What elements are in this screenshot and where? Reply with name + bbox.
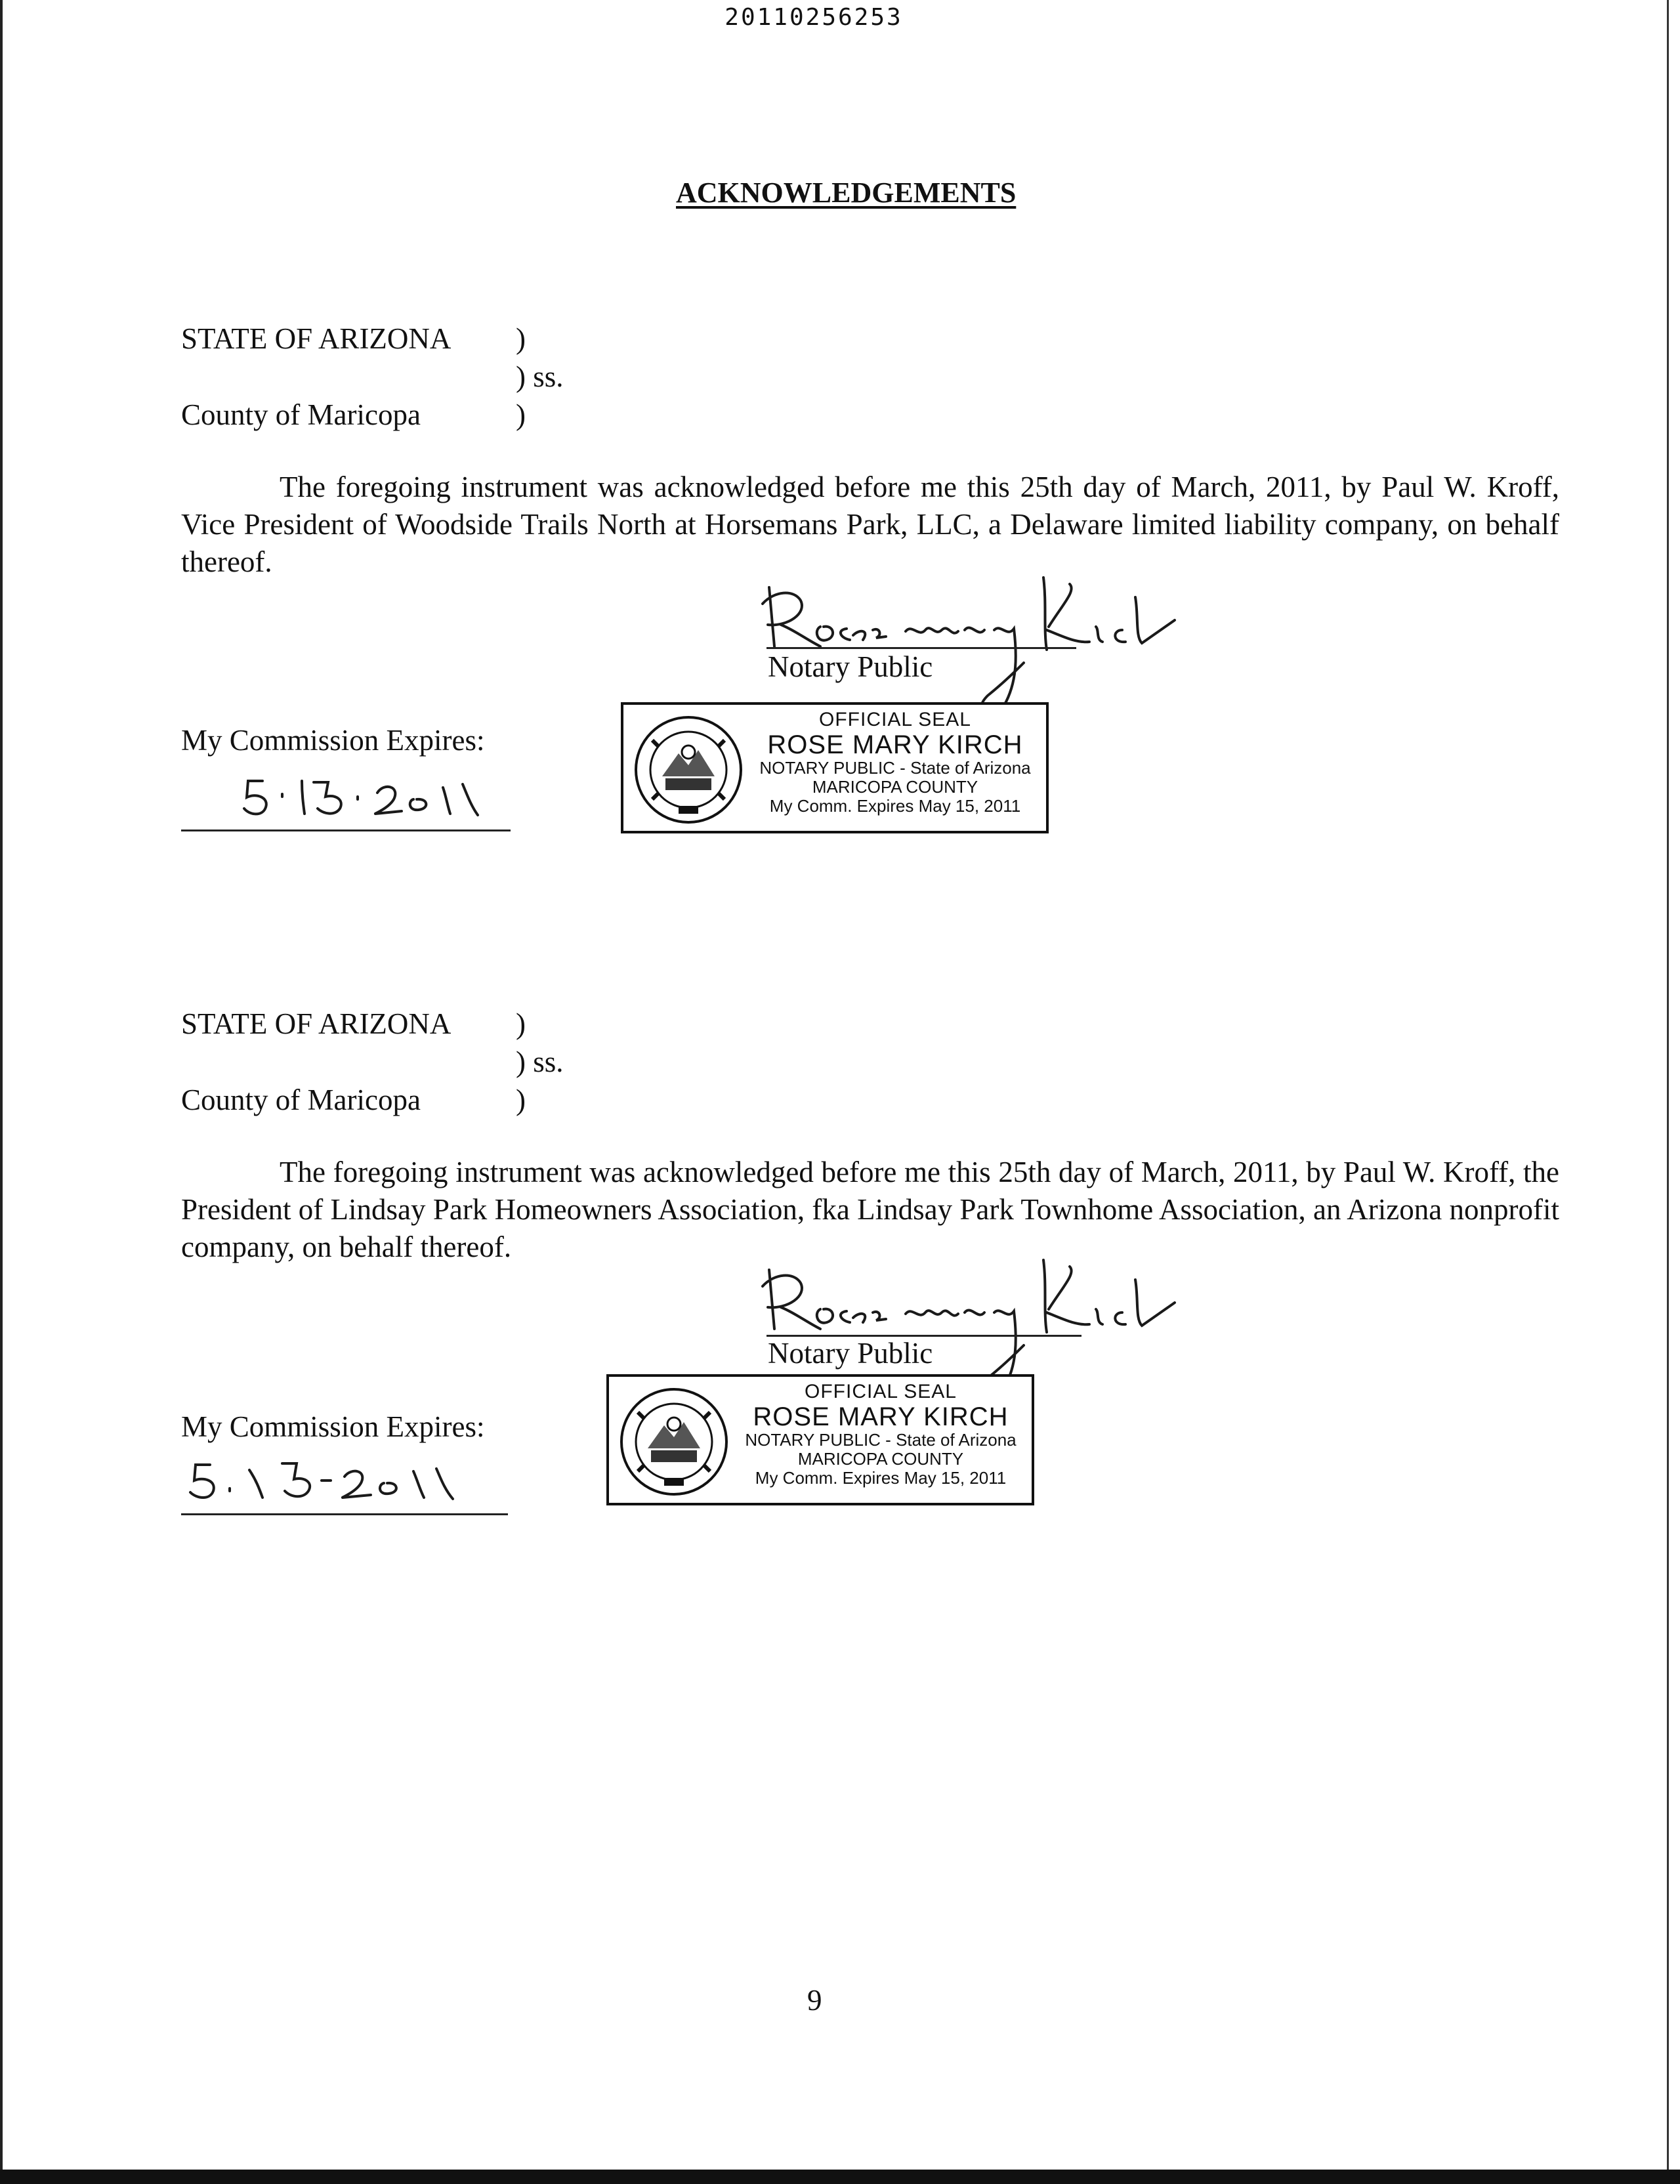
commission-date-line	[181, 830, 511, 831]
commission-date-line	[181, 1513, 508, 1515]
venue-state: STATE OF ARIZONA	[181, 322, 452, 355]
signature-line	[766, 647, 1076, 649]
seal-notary-state: NOTARY PUBLIC - State of Arizona	[759, 758, 1031, 778]
scan-left-edge	[0, 0, 3, 2184]
official-notary-seal	[606, 1374, 1034, 1505]
notary-public-label: Notary Public	[768, 650, 933, 683]
venue-county: County of Maricopa	[181, 1083, 421, 1116]
recording-number: 20110256253	[724, 4, 903, 31]
seal-title: OFFICIAL SEAL	[805, 1381, 957, 1402]
commission-expires-label: My Commission Expires:	[181, 1410, 485, 1443]
page-number: 9	[807, 1984, 822, 2017]
venue-county: County of Maricopa	[181, 398, 421, 431]
page-heading: ACKNOWLEDGEMENTS	[676, 177, 1017, 209]
scan-bottom-edge	[0, 2170, 1680, 2184]
venue-ss: ) ss.	[516, 1045, 564, 1078]
acknowledgement-paragraph: The foregoing instrument was acknowledged before me this 25th day of March, 2011, by Paul W. Kroff, the President of Lindsay Park Homeowners Association, fka Lindsay Park Townhome Association, an Arizona nonprofit company, on behalf thereof.	[181, 1156, 1559, 1263]
venue-paren-top: )	[516, 322, 526, 355]
arizona-state-seal-icon	[633, 714, 744, 826]
commission-date-handwritten	[236, 768, 512, 827]
venue-paren-bottom: )	[516, 1083, 526, 1116]
venue-paren-top: )	[516, 1007, 526, 1040]
seal-notary-name: ROSE MARY KIRCH	[753, 1402, 1009, 1431]
seal-notary-state: NOTARY PUBLIC - State of Arizona	[745, 1430, 1017, 1450]
venue-state: STATE OF ARIZONA	[181, 1007, 452, 1040]
arizona-state-seal-icon	[618, 1386, 730, 1498]
seal-title: OFFICIAL SEAL	[819, 709, 971, 730]
seal-expiration: My Comm. Expires May 15, 2011	[769, 796, 1021, 816]
scan-right-edge	[1667, 0, 1669, 2172]
official-notary-seal	[621, 702, 1049, 833]
venue-ss: ) ss.	[516, 360, 564, 393]
acknowledgement-paragraph: The foregoing instrument was acknowledged before me this 25th day of March, 2011, by Paul W. Kroff, Vice President of Woodside Trails North at Horsemans Park, LLC, a Delaware limited liability company, on behalf thereof.	[181, 471, 1559, 578]
venue-paren-bottom: )	[516, 398, 526, 431]
seal-county: MARICOPA COUNTY	[812, 777, 978, 797]
seal-notary-name: ROSE MARY KIRCH	[767, 730, 1023, 759]
commission-expires-label: My Commission Expires:	[181, 724, 485, 757]
notary-signature	[755, 564, 1214, 722]
commission-date-handwritten	[184, 1450, 499, 1509]
seal-county: MARICOPA COUNTY	[797, 1449, 964, 1469]
notary-public-label: Notary Public	[768, 1337, 933, 1370]
seal-expiration: My Comm. Expires May 15, 2011	[755, 1468, 1007, 1488]
